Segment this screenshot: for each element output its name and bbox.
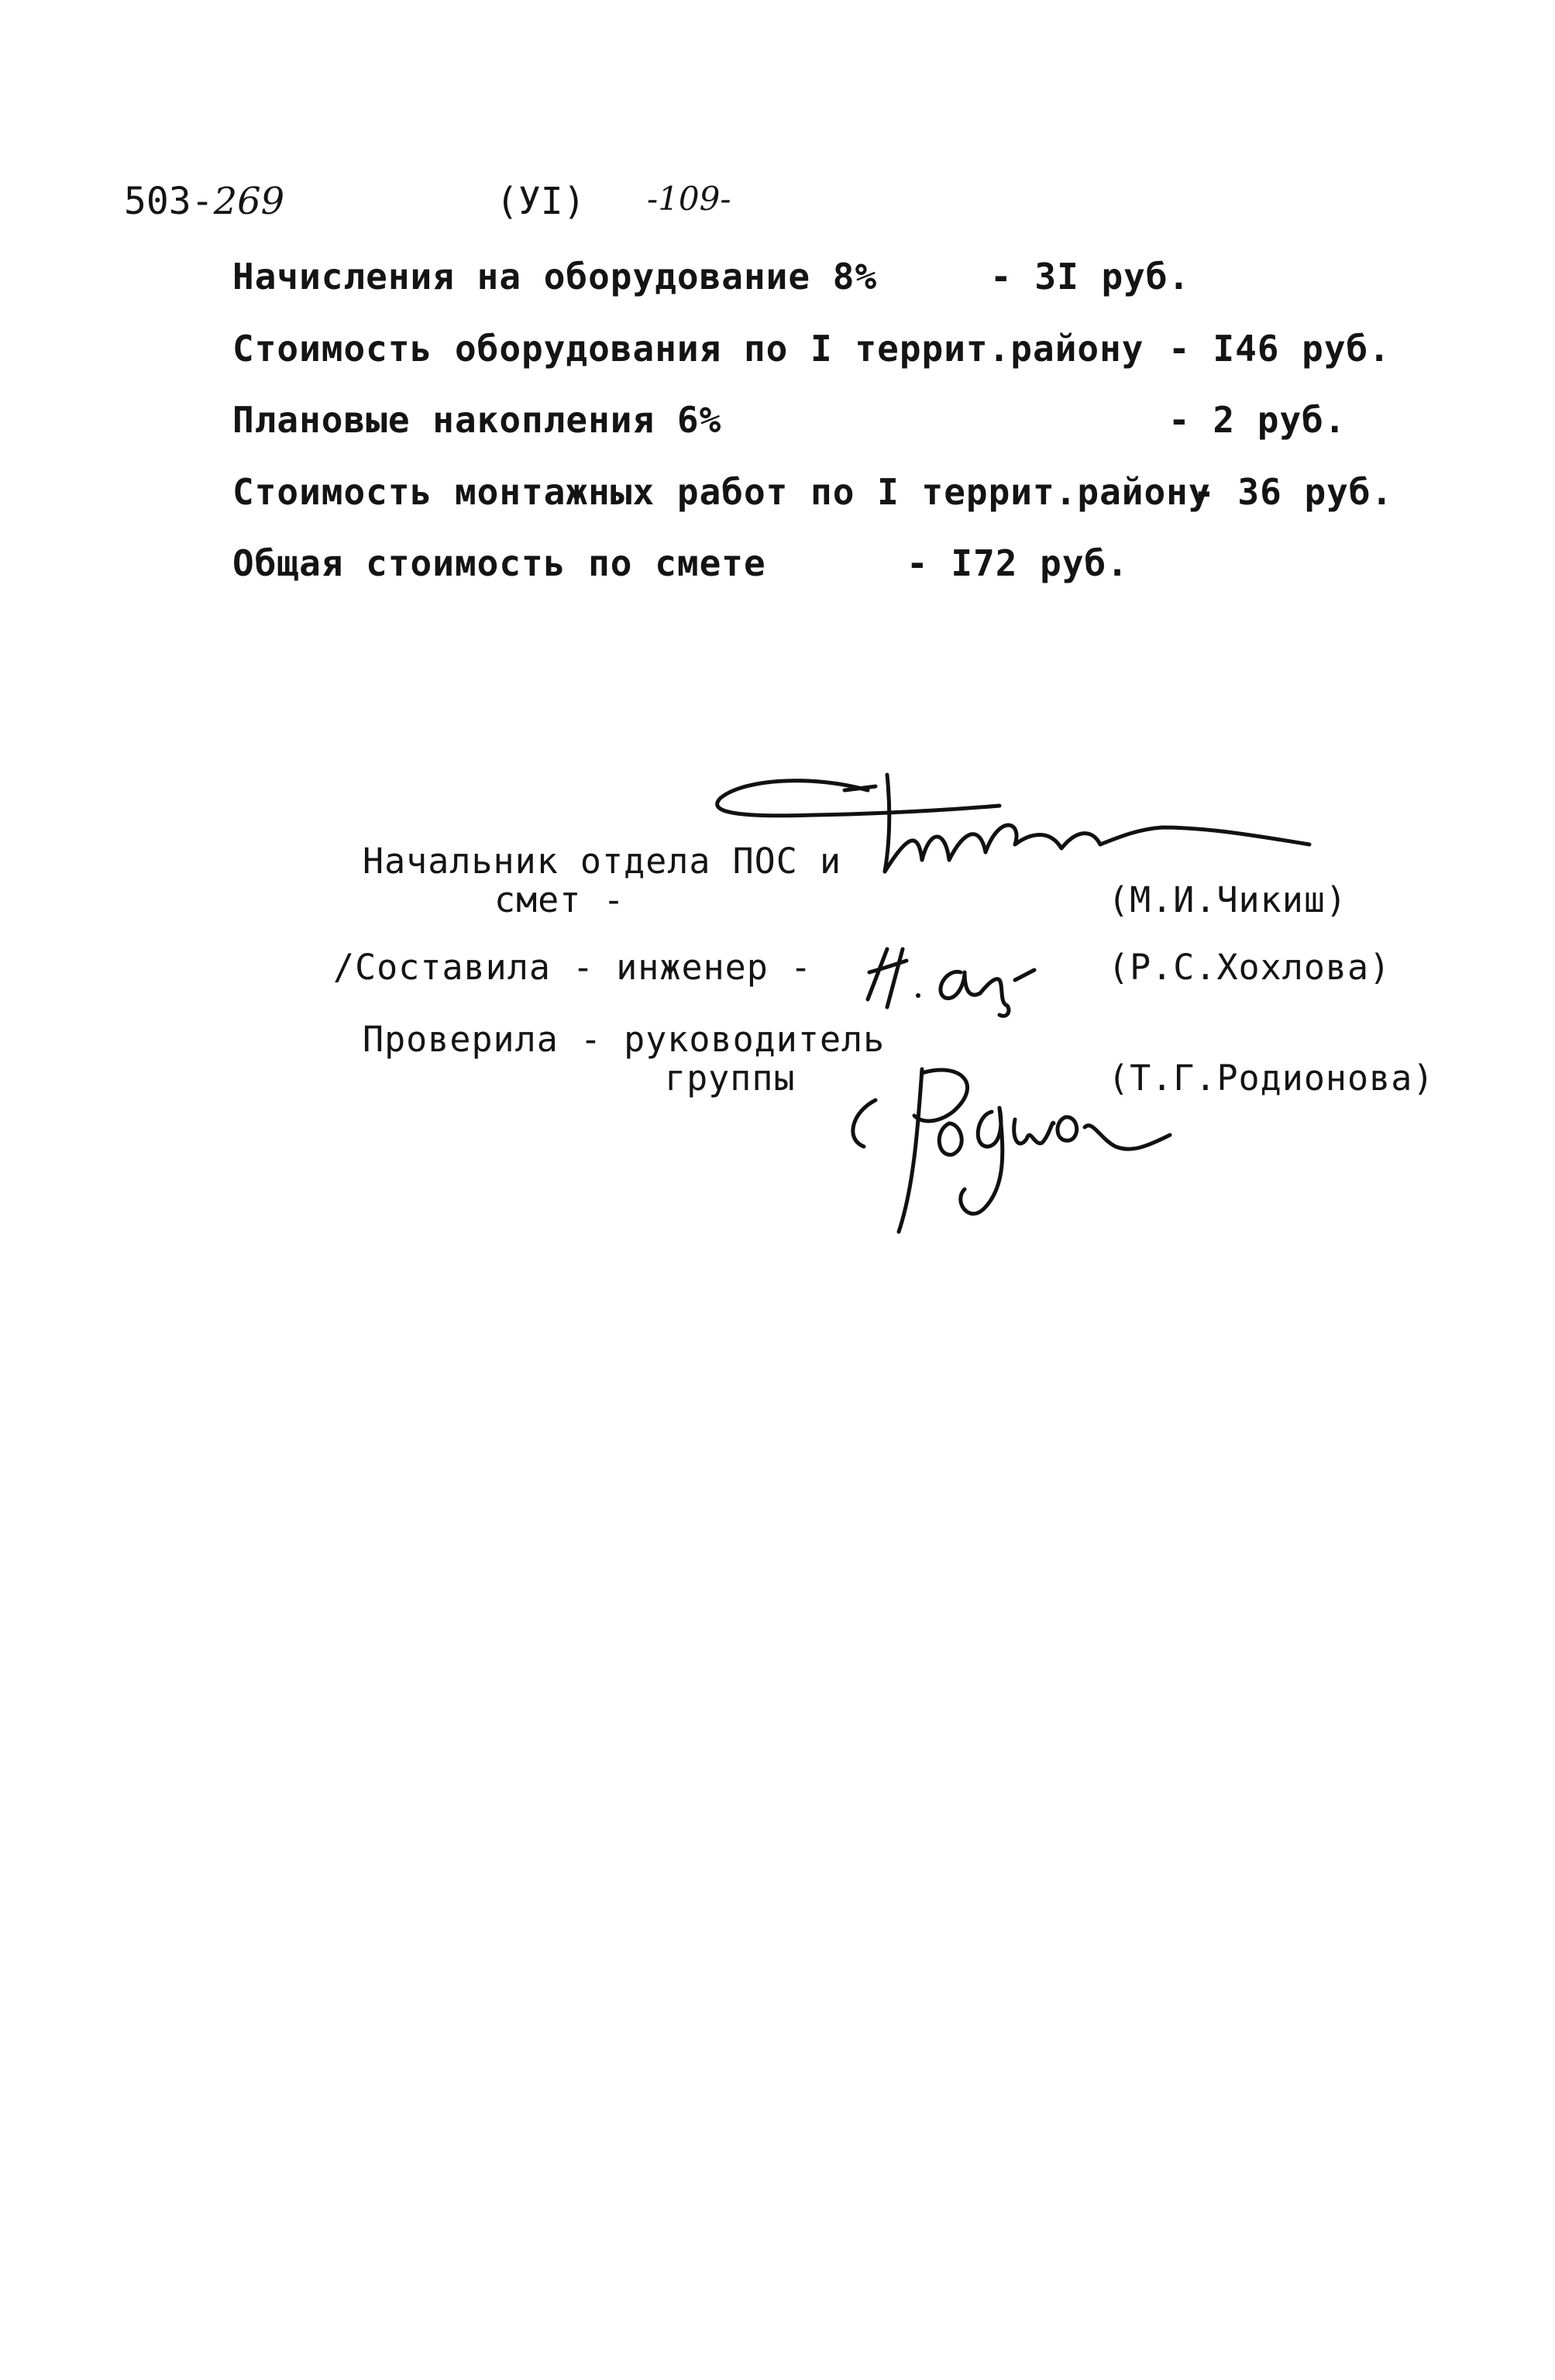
doc-number-handwritten: 269: [213, 180, 285, 223]
cost-line-label: Стоимость оборудования по I террит.району: [232, 328, 1144, 370]
compiled-name: (Р.С.Хохлова): [1108, 947, 1392, 988]
checked-title-line2: группы: [665, 1058, 796, 1099]
cost-line-value: - 2 руб.: [1168, 399, 1347, 441]
signature-compiled: [852, 937, 1085, 1023]
section-number: (УI): [496, 180, 586, 223]
page-number: -109-: [647, 180, 731, 218]
checked-title-line1: Проверила - руководитель: [363, 1019, 886, 1060]
cost-line-value: - I46 руб.: [1168, 328, 1391, 370]
doc-number-prefix: 503-: [124, 180, 214, 223]
cost-line-label: Общая стоимость по смете: [232, 542, 766, 584]
checked-name: (Т.Г.Родионова): [1108, 1058, 1435, 1099]
cost-line-value: - 3I руб.: [990, 256, 1191, 298]
head-title-line2: смет -: [494, 879, 625, 920]
head-name: (М.И.Чикиш): [1108, 879, 1348, 920]
compiled-title: /Составила - инженер -: [333, 947, 813, 988]
doc-number: [124, 180, 284, 223]
cost-line-label: Плановые накопления 6%: [232, 399, 722, 441]
cost-line-label: Стоимость монтажных работ по I террит.району: [232, 471, 1211, 513]
cost-line-label: Начисления на оборудование 8%: [232, 256, 878, 298]
cost-line-value: - 36 руб.: [1193, 471, 1394, 513]
signature-checked: [806, 1030, 1178, 1247]
cost-line-value: - I72 руб.: [907, 542, 1129, 584]
signature-head: [697, 744, 1333, 899]
head-title-line1: Начальник отдела ПОС и: [363, 841, 842, 882]
